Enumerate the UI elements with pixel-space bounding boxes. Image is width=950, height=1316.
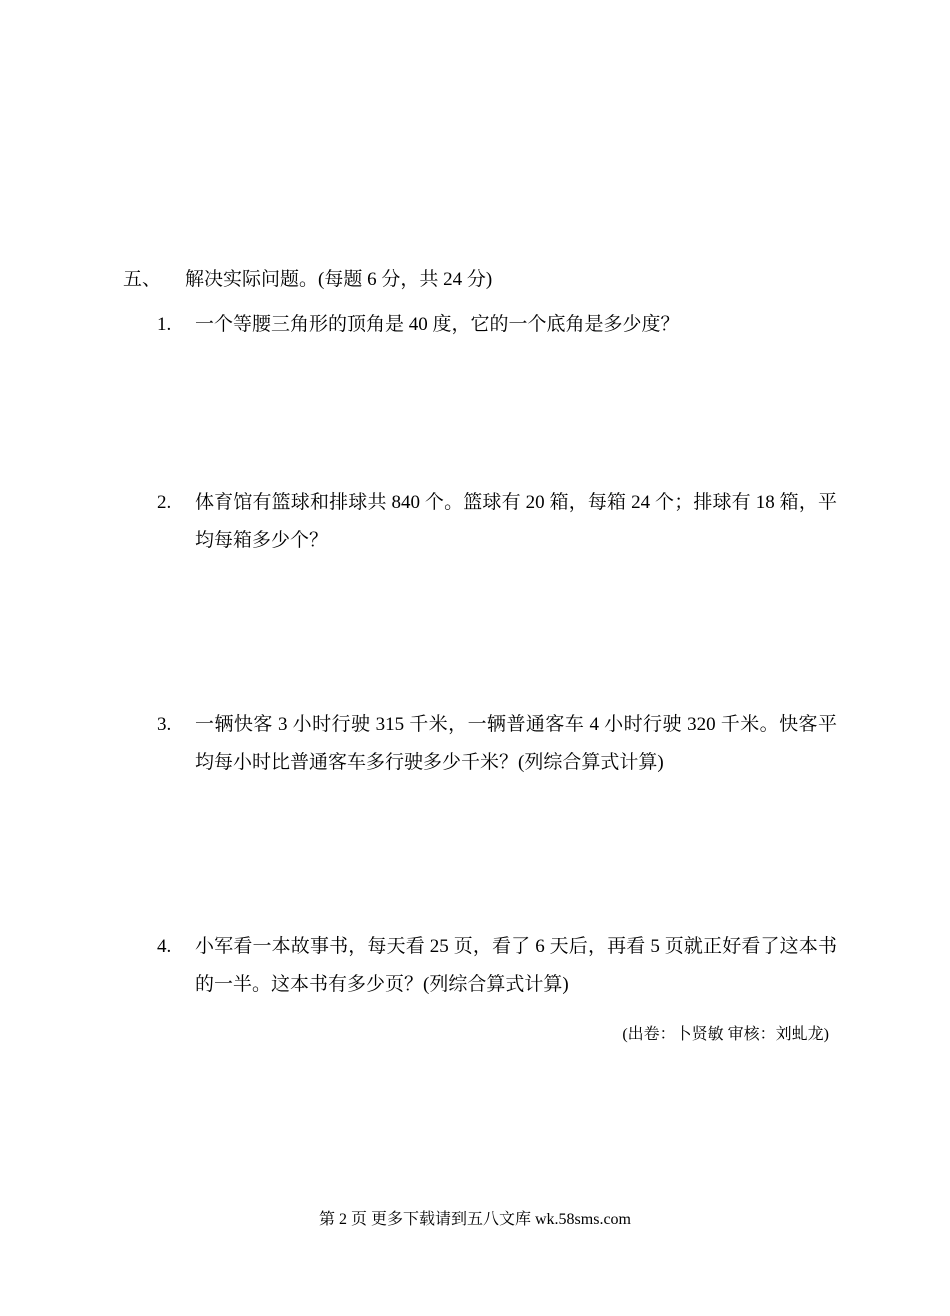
question-number: 3. [157,714,172,735]
exam-credit: (出卷：卜贤敏 审核：刘虬龙) [622,1026,829,1043]
question-4 [157,928,837,1004]
question-number: 1. [157,314,172,335]
section-number: 五、 [123,269,162,290]
question-text: 一辆快客 3 小时行驶 315 千米，一辆普通客车 4 小时行驶 320 千米。快客平均每小时比普通客车多行驶多少千米？(列综合算式计算) [195,714,837,773]
section-title: 解决实际问题。(每题 6 分，共 24 分) [185,269,493,290]
question-text: 一个等腰三角形的顶角是 40 度，它的一个底角是多少度？ [195,314,680,335]
question-number: 4. [157,936,172,957]
question-3 [157,706,837,782]
question-text: 体育馆有篮球和排球共 840 个。篮球有 20 箱，每箱 24 个；排球有 18 箱，平均每箱多少个？ [195,492,837,551]
question-2 [157,484,837,560]
question-number: 2. [157,492,172,513]
question-text: 小军看一本故事书，每天看 25 页，看了 6 天后，再看 5 页就正好看了这本书的一半。这本书有多少页？(列综合算式计算) [195,936,837,995]
section-heading [123,266,492,294]
page-footer: 第 2 页 更多下载请到五八文库 wk.58sms.com [318,1211,631,1228]
question-1 [157,306,837,344]
